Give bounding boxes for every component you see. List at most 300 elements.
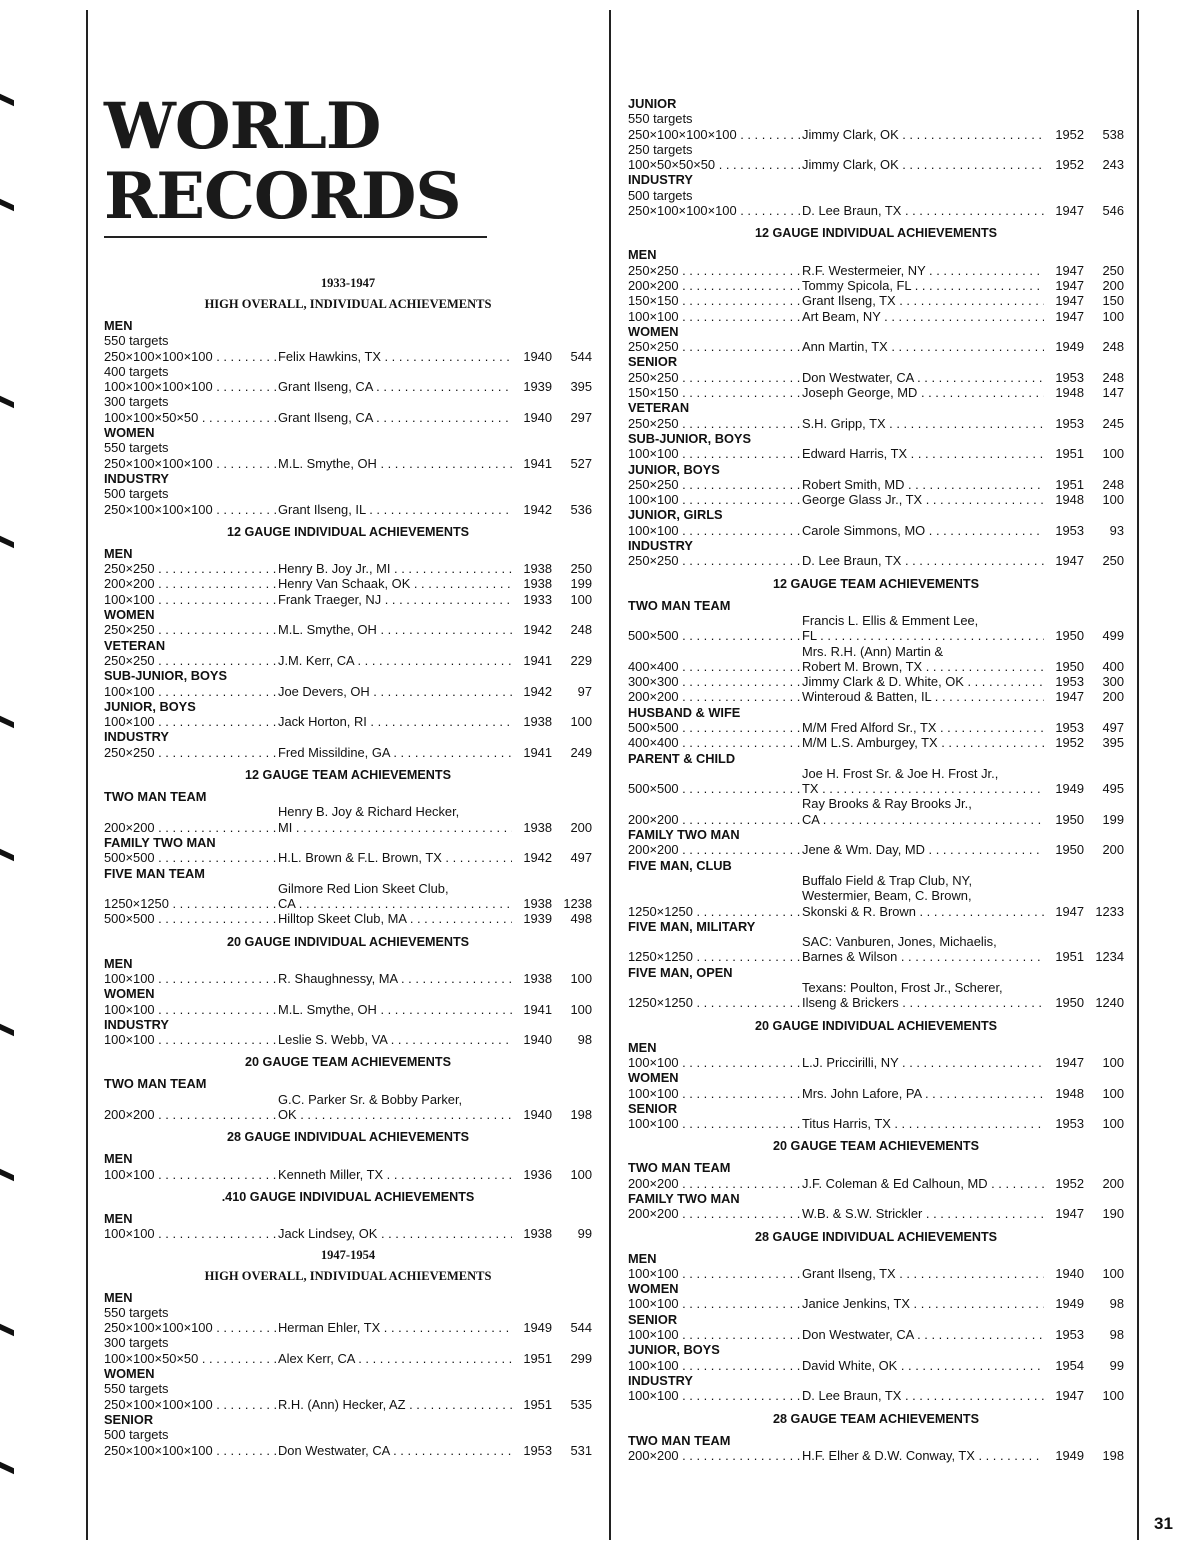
- record-score: 100: [570, 970, 592, 986]
- record-score: 229: [570, 652, 592, 668]
- record-score: 535: [570, 1396, 592, 1412]
- record-event: 100×100 . . .: [104, 684, 278, 699]
- record-year: 1950: [1055, 995, 1084, 1011]
- record-score: 250: [1102, 262, 1124, 278]
- record-year: 1939: [523, 379, 552, 395]
- record-year: 1952: [1055, 157, 1084, 173]
- section-heading: 28 GAUGE INDIVIDUAL ACHIEVEMENTS: [226, 1130, 470, 1145]
- record-row: [628, 416, 1124, 431]
- record-year: 1951: [1055, 476, 1084, 492]
- record-score: 395: [570, 379, 592, 395]
- category-label: INDUSTRY: [104, 729, 169, 745]
- page-title-line: RECORDS: [104, 159, 461, 234]
- record-holder: H.F. Elher & D.W. Conway, TX . . .: [802, 1448, 1044, 1463]
- target-count: 400 targets: [104, 363, 169, 379]
- record-score: 544: [570, 348, 592, 364]
- record-event: 100×100 . . .: [104, 592, 278, 607]
- category-label: WOMEN: [628, 323, 679, 339]
- category-label: WOMEN: [104, 607, 155, 623]
- record-row: [628, 1086, 1124, 1101]
- record-holder: Grant Ilseng, CA . . .: [278, 379, 512, 394]
- record-score: 495: [1102, 781, 1124, 797]
- record-year: 1940: [1055, 1265, 1084, 1281]
- record-year: 1950: [1055, 658, 1084, 674]
- record-score: 245: [1102, 415, 1124, 431]
- record-year: 1951: [1055, 446, 1084, 462]
- category-label: SENIOR: [628, 1311, 678, 1327]
- page-title-line: WORLD: [104, 89, 381, 164]
- record-event: 100×100 . . .: [104, 714, 278, 729]
- record-event: 250×250 . . .: [628, 370, 802, 385]
- record-holder: Jack Horton, RI . . .: [278, 714, 512, 729]
- record-year: 1933: [523, 591, 552, 607]
- record-score: 297: [570, 409, 592, 425]
- record-year: 1940: [523, 348, 552, 364]
- record-event: 100×100 . . .: [628, 492, 802, 507]
- record-holder: R.F. Westermeier, NY . . .: [802, 263, 1044, 278]
- record-event: 200×200 . . .: [104, 1107, 278, 1122]
- category-label: VETERAN: [628, 400, 690, 416]
- record-row: [628, 720, 1124, 735]
- left-column-rule: [86, 10, 88, 1540]
- record-event: 250×250 . . .: [104, 622, 278, 637]
- record-row: [104, 349, 592, 364]
- record-holder-line: MI . . .: [278, 820, 512, 835]
- record-holder: Herman Ehler, TX . . .: [278, 1320, 512, 1335]
- record-year: 1947: [1055, 308, 1084, 324]
- record-year: 1938: [523, 896, 552, 912]
- category-label: FAMILY TWO MAN: [628, 827, 740, 843]
- record-year: 1947: [1055, 553, 1084, 569]
- record-score: 527: [570, 455, 592, 471]
- record-score: 248: [1102, 369, 1124, 385]
- record-event: 1250×1250 . . .: [104, 896, 278, 911]
- record-year: 1947: [1055, 262, 1084, 278]
- record-holder: D. Lee Braun, TX . . .: [802, 1388, 1044, 1403]
- record-holder: Robert Smith, MD . . .: [802, 477, 1044, 492]
- record-row: [628, 553, 1124, 568]
- category-label: SENIOR: [628, 354, 678, 370]
- record-score: 1240: [1095, 995, 1124, 1011]
- record-row: [104, 850, 592, 865]
- record-event: 500×500 . . .: [628, 628, 802, 643]
- record-row: [628, 385, 1124, 400]
- record-year: 1938: [523, 576, 552, 592]
- category-label: INDUSTRY: [628, 538, 693, 554]
- record-row: [628, 370, 1124, 385]
- record-year: 1942: [523, 683, 552, 699]
- record-row: [104, 1397, 592, 1412]
- record-holder: Henry B. Joy Jr., MI . . .: [278, 561, 512, 576]
- record-score: 546: [1102, 203, 1124, 219]
- record-score: 1233: [1095, 903, 1124, 919]
- category-label: MEN: [104, 1289, 133, 1305]
- record-holder-line: Texans: Poulton, Frost Jr., Scherer,: [802, 980, 1003, 996]
- record-row: [104, 592, 592, 607]
- record-year: 1953: [1055, 369, 1084, 385]
- record-holder: [278, 881, 512, 912]
- right-records-column: [628, 96, 1124, 1463]
- record-holder-line: Joe H. Frost Sr. & Joe H. Frost Jr.,: [802, 765, 999, 781]
- record-holder: J.F. Coleman & Ed Calhoun, MD . . .: [802, 1176, 1044, 1191]
- record-holder: Don Westwater, CA . . .: [278, 1443, 512, 1458]
- record-score: 97: [577, 683, 592, 699]
- section-heading: 20 GAUGE TEAM ACHIEVEMENTS: [245, 1055, 451, 1070]
- record-event: 250×250 . . .: [628, 553, 802, 568]
- record-score: 99: [577, 1226, 592, 1242]
- category-label: TWO MAN TEAM: [104, 1076, 207, 1092]
- era-heading: HIGH OVERALL, INDIVIDUAL ACHIEVEMENTS: [204, 297, 492, 311]
- category-label: INDUSTRY: [104, 1016, 169, 1032]
- record-year: 1938: [523, 819, 552, 835]
- record-event: 100×100 . . .: [628, 1296, 802, 1311]
- record-year: 1941: [523, 744, 552, 760]
- record-year: 1948: [1055, 385, 1084, 401]
- record-holder: M/M L.S. Amburgey, TX . . .: [802, 735, 1044, 750]
- record-holder: Grant Ilseng, TX . . .: [802, 1266, 1044, 1281]
- category-label: MEN: [104, 318, 133, 333]
- category-label: INDUSTRY: [628, 172, 693, 188]
- center-column-rule: [609, 10, 611, 1540]
- record-year: 1947: [1055, 293, 1084, 309]
- record-event: 100×100 . . .: [628, 1388, 802, 1403]
- record-holder: M.L. Smythe, OH . . .: [278, 456, 512, 471]
- record-holder: R. Shaughnessy, MA . . .: [278, 971, 512, 986]
- section-heading: 12 GAUGE INDIVIDUAL ACHIEVEMENTS: [226, 524, 470, 539]
- record-year: 1942: [523, 501, 552, 517]
- section-heading: 12 GAUGE TEAM ACHIEVEMENTS: [245, 768, 451, 783]
- record-holder: Jene & Wm. Day, MD . . .: [802, 842, 1044, 857]
- record-event: 100×100×50×50 . . .: [104, 1351, 278, 1366]
- record-year: 1940: [523, 409, 552, 425]
- record-year: 1938: [523, 970, 552, 986]
- record-row: [628, 1358, 1124, 1373]
- record-event: 200×200 . . .: [628, 842, 802, 857]
- record-year: 1952: [1055, 1175, 1084, 1191]
- record-row: [628, 339, 1124, 354]
- record-year: 1951: [523, 1396, 552, 1412]
- record-score: 531: [570, 1442, 592, 1458]
- category-label: TWO MAN TEAM: [104, 789, 207, 805]
- record-event: 1250×1250 . . .: [628, 995, 802, 1010]
- record-event: 250×100×100×100 . . .: [104, 456, 278, 471]
- category-label: TWO MAN TEAM: [628, 1160, 731, 1176]
- record-row: [104, 971, 592, 986]
- record-holder: Jack Lindsey, OK . . .: [278, 1226, 512, 1241]
- record-event: 200×200 . . .: [628, 1206, 802, 1221]
- record-year: 1953: [1055, 719, 1084, 735]
- record-score: 100: [570, 1166, 592, 1182]
- record-year: 1948: [1055, 1085, 1084, 1101]
- category-label: FAMILY TWO MAN: [104, 834, 216, 850]
- record-holder-line: Robert M. Brown, TX . . .: [802, 659, 1044, 674]
- category-label: JUNIOR, BOYS: [628, 461, 720, 477]
- record-year: 1947: [1055, 1054, 1084, 1070]
- record-event: 250×100×100×100 . . .: [628, 127, 802, 142]
- record-event: 100×100 . . .: [104, 971, 278, 986]
- record-holder: [802, 766, 1044, 797]
- record-score: 248: [570, 622, 592, 638]
- record-year: 1950: [1055, 811, 1084, 827]
- record-year: 1947: [1055, 203, 1084, 219]
- record-row: [628, 492, 1124, 507]
- page-title: [104, 89, 487, 238]
- record-row: [104, 911, 592, 926]
- record-row: [628, 127, 1124, 142]
- record-year: 1942: [523, 622, 552, 638]
- record-event: 150×150 . . .: [628, 385, 802, 400]
- record-row: [628, 203, 1124, 218]
- record-holder: Joseph George, MD . . .: [802, 385, 1044, 400]
- record-year: 1949: [1055, 1447, 1084, 1463]
- record-score: 200: [1102, 277, 1124, 293]
- record-row: [628, 842, 1124, 857]
- record-row: [628, 263, 1124, 278]
- record-holder: M.L. Smythe, OH . . .: [278, 1002, 512, 1017]
- record-holder: Ann Martin, TX . . .: [802, 339, 1044, 354]
- record-year: 1950: [1055, 628, 1084, 644]
- record-row: [104, 1167, 592, 1182]
- record-row: [628, 674, 1124, 689]
- record-score: 544: [570, 1320, 592, 1336]
- record-score: 200: [1102, 1175, 1124, 1191]
- record-event: 100×100 . . .: [104, 1032, 278, 1047]
- record-row: [104, 1092, 592, 1123]
- record-row: [104, 502, 592, 517]
- record-row: [104, 881, 592, 912]
- record-event: 100×100 . . .: [628, 1358, 802, 1373]
- record-row: [628, 613, 1124, 644]
- record-holder: M/M Fred Alford Sr., TX . . .: [802, 720, 1044, 735]
- record-row: [628, 523, 1124, 538]
- target-count: 550 targets: [104, 1304, 169, 1320]
- record-row: [104, 1032, 592, 1047]
- record-row: [628, 1296, 1124, 1311]
- record-event: 100×100 . . .: [628, 1086, 802, 1101]
- record-holder: [802, 980, 1044, 1011]
- record-row: [104, 456, 592, 471]
- era-heading: 1947-1954: [320, 1247, 376, 1262]
- record-holder: Henry Van Schaak, OK . . .: [278, 576, 512, 591]
- record-score: 100: [1102, 1054, 1124, 1070]
- record-event: 500×500 . . .: [628, 781, 802, 796]
- category-label: JUNIOR, GIRLS: [628, 507, 723, 523]
- record-row: [628, 157, 1124, 172]
- record-year: 1953: [1055, 1116, 1084, 1132]
- record-holder: H.L. Brown & F.L. Brown, TX . . .: [278, 850, 512, 865]
- target-count: 550 targets: [104, 333, 169, 349]
- record-holder: W.B. & S.W. Strickler . . .: [802, 1206, 1044, 1221]
- record-year: 1953: [1055, 415, 1084, 431]
- record-event: 500×500 . . .: [104, 850, 278, 865]
- record-row: [628, 735, 1124, 750]
- record-year: 1951: [523, 1350, 552, 1366]
- record-holder: [802, 644, 1044, 675]
- record-holder: [278, 1092, 512, 1123]
- record-row: [104, 653, 592, 668]
- record-row: [628, 309, 1124, 324]
- record-holder-line: Skonski & R. Brown . . .: [802, 904, 1044, 919]
- record-row: [628, 644, 1124, 675]
- record-event: 250×100×100×100 . . .: [104, 1320, 278, 1335]
- record-score: 93: [1109, 522, 1124, 538]
- record-score: 400: [1102, 658, 1124, 674]
- record-row: [104, 714, 592, 729]
- record-holder: Mrs. John Lafore, PA . . .: [802, 1086, 1044, 1101]
- record-year: 1941: [523, 455, 552, 471]
- category-label: TWO MAN TEAM: [628, 597, 731, 613]
- category-label: JUNIOR: [628, 96, 677, 111]
- record-event: 250×250 . . .: [628, 339, 802, 354]
- record-row: [104, 745, 592, 760]
- record-year: 1947: [1055, 689, 1084, 705]
- record-score: 100: [1102, 1085, 1124, 1101]
- record-score: 536: [570, 501, 592, 517]
- record-holder: R.H. (Ann) Hecker, AZ . . .: [278, 1397, 512, 1412]
- record-holder: Carole Simmons, MO . . .: [802, 523, 1044, 538]
- record-holder: Felix Hawkins, TX . . .: [278, 349, 512, 364]
- record-holder: Kenneth Miller, TX . . .: [278, 1167, 512, 1182]
- record-event: 250×100×100×100 . . .: [628, 203, 802, 218]
- category-label: FAMILY TWO MAN: [628, 1191, 740, 1206]
- record-row: [104, 1002, 592, 1017]
- category-label: MEN: [104, 545, 133, 561]
- record-holder: George Glass Jr., TX . . .: [802, 492, 1044, 507]
- record-score: 1234: [1095, 949, 1124, 965]
- record-event: 100×100 . . .: [628, 1116, 802, 1131]
- record-row: [628, 293, 1124, 308]
- section-heading: 12 GAUGE TEAM ACHIEVEMENTS: [773, 576, 979, 591]
- record-event: 100×100 . . .: [104, 1002, 278, 1017]
- section-heading: 20 GAUGE INDIVIDUAL ACHIEVEMENTS: [754, 1018, 998, 1033]
- record-row: [104, 576, 592, 591]
- record-event: 200×200 . . .: [628, 1448, 802, 1463]
- record-holder-line: Ray Brooks & Ray Brooks Jr.,: [802, 796, 972, 812]
- record-event: 200×200 . . .: [628, 812, 802, 827]
- record-event: 100×100 . . .: [628, 309, 802, 324]
- record-score: 497: [1102, 719, 1124, 735]
- record-event: 100×100×100×100 . . .: [104, 379, 278, 394]
- record-event: 500×500 . . .: [104, 911, 278, 926]
- record-score: 100: [1102, 1265, 1124, 1281]
- record-event: 500×500 . . .: [628, 720, 802, 735]
- record-year: 1954: [1055, 1357, 1084, 1373]
- target-count: 300 targets: [104, 1335, 169, 1351]
- record-row: [628, 1448, 1124, 1463]
- record-score: 249: [570, 744, 592, 760]
- record-year: 1949: [1055, 1296, 1084, 1312]
- record-score: 1238: [563, 896, 592, 912]
- record-holder: Leslie S. Webb, VA . . .: [278, 1032, 512, 1047]
- category-label: HUSBAND & WIFE: [628, 704, 741, 720]
- record-holder: Winteroud & Batten, IL . . .: [802, 689, 1044, 704]
- record-holder: Tommy Spicola, FL . . .: [802, 278, 1044, 293]
- record-event: 100×100 . . .: [628, 1327, 802, 1342]
- category-label: MEN: [628, 1039, 657, 1055]
- category-label: FIVE MAN, CLUB: [628, 857, 732, 873]
- era-heading: 1933-1947: [320, 276, 376, 290]
- category-label: INDUSTRY: [104, 470, 169, 486]
- record-holder-line: Francis L. Ellis & Emment Lee,: [802, 612, 979, 628]
- record-score: 200: [1102, 842, 1124, 858]
- record-event: 100×100 . . .: [104, 1226, 278, 1241]
- category-label: VETERAN: [104, 637, 166, 653]
- record-score: 200: [1102, 689, 1124, 705]
- record-score: 497: [570, 850, 592, 866]
- record-row: [628, 1388, 1124, 1403]
- record-holder: J.M. Kerr, CA . . .: [278, 653, 512, 668]
- category-label: MEN: [104, 955, 133, 971]
- record-year: 1952: [1055, 126, 1084, 142]
- record-year: 1938: [523, 561, 552, 577]
- record-holder: David White, OK . . .: [802, 1358, 1044, 1373]
- record-holder: Grant Ilseng, IL . . .: [278, 502, 512, 517]
- record-row: [628, 1327, 1124, 1342]
- record-score: 198: [1102, 1447, 1124, 1463]
- record-row: [628, 766, 1124, 797]
- record-event: 200×200 . . .: [104, 820, 278, 835]
- record-score: 100: [570, 591, 592, 607]
- record-year: 1953: [1055, 1327, 1084, 1343]
- record-score: 100: [1102, 1388, 1124, 1404]
- record-holder-line: TX . . .: [802, 781, 1044, 796]
- target-count: 500 targets: [104, 1427, 169, 1443]
- record-score: 248: [1102, 339, 1124, 355]
- record-score: 100: [1102, 446, 1124, 462]
- record-holder: D. Lee Braun, TX . . .: [802, 203, 1044, 218]
- record-row: [628, 446, 1124, 461]
- record-event: 200×200 . . .: [628, 278, 802, 293]
- record-score: 98: [1109, 1327, 1124, 1343]
- page-number: 31: [1154, 1514, 1173, 1533]
- target-count: 500 targets: [628, 187, 693, 203]
- section-heading: .410 GAUGE INDIVIDUAL ACHIEVEMENTS: [221, 1189, 475, 1204]
- target-count: 300 targets: [104, 394, 169, 410]
- record-holder: Janice Jenkins, TX . . .: [802, 1296, 1044, 1311]
- record-holder: Alex Kerr, CA . . .: [278, 1351, 512, 1366]
- record-holder: Don Westwater, CA . . .: [802, 370, 1044, 385]
- record-score: 200: [570, 819, 592, 835]
- record-event: 250×100×100×100 . . .: [104, 349, 278, 364]
- era-heading: HIGH OVERALL, INDIVIDUAL ACHIEVEMENTS: [204, 1268, 492, 1283]
- category-label: MEN: [628, 1250, 657, 1266]
- record-year: 1947: [1055, 277, 1084, 293]
- record-event: 250×250 . . .: [104, 745, 278, 760]
- record-event: 100×100 . . .: [628, 1055, 802, 1070]
- record-score: 150: [1102, 293, 1124, 309]
- section-heading: 28 GAUGE INDIVIDUAL ACHIEVEMENTS: [754, 1229, 998, 1244]
- section-heading: 28 GAUGE TEAM ACHIEVEMENTS: [773, 1411, 979, 1426]
- record-row: [104, 1320, 592, 1335]
- right-margin-rule: [1137, 10, 1139, 1540]
- record-year: 1948: [1055, 492, 1084, 508]
- record-event: 1250×1250 . . .: [628, 949, 802, 964]
- record-row: [628, 873, 1124, 919]
- category-label: FIVE MAN, OPEN: [628, 964, 733, 980]
- record-event: 100×100 . . .: [104, 1167, 278, 1182]
- record-row: [628, 980, 1124, 1011]
- category-label: MEN: [104, 1210, 133, 1226]
- record-row: [628, 796, 1124, 827]
- record-score: 100: [1102, 492, 1124, 508]
- record-event: 250×100×100×100 . . .: [104, 1397, 278, 1412]
- record-event: 200×200 . . .: [628, 1176, 802, 1191]
- target-count: 250 targets: [628, 141, 693, 157]
- record-score: 243: [1102, 157, 1124, 173]
- category-label: JUNIOR, BOYS: [104, 698, 196, 714]
- record-event: 100×100 . . .: [628, 1266, 802, 1281]
- record-year: 1938: [523, 1226, 552, 1242]
